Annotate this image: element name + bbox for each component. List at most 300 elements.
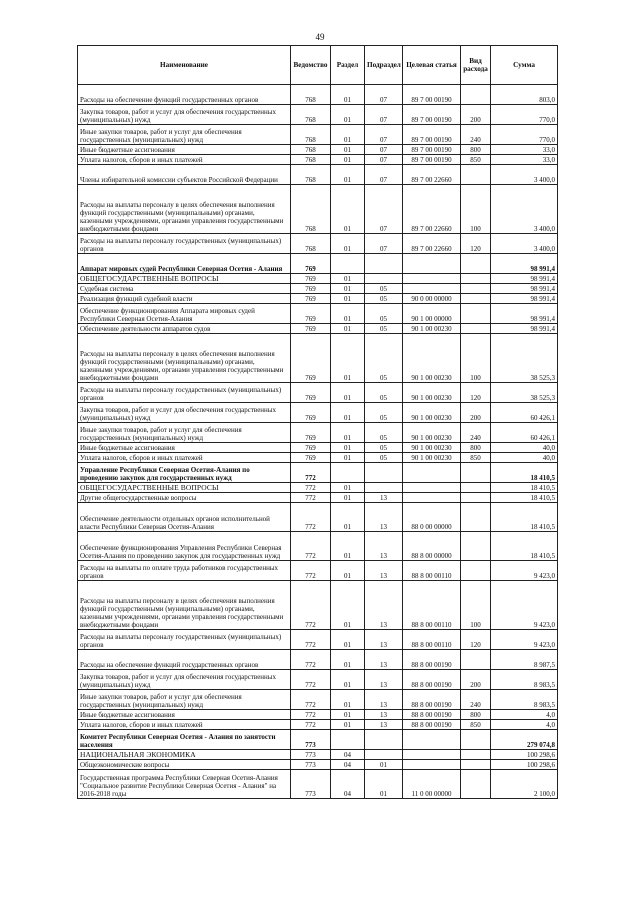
cell-sum: 770,0 [491,125,558,145]
cell-sum: 3 400,0 [491,185,558,234]
cell-expense-type [461,284,491,294]
cell-section: 01 [331,234,365,254]
cell-sum: 3 400,0 [491,165,558,185]
cell-dept: 773 [291,730,331,750]
table-row [78,630,558,650]
cell-expense-type [461,463,491,483]
cell-section: 01 [331,165,365,185]
cell-subsection [365,730,403,750]
cell-sum: 38 525,3 [491,383,558,403]
cell-expense-type [461,493,491,503]
cell-subsection: 05 [365,423,403,443]
cell-sum: 98 991,4 [491,274,558,284]
cell-subsection: 13 [365,710,403,720]
cell-target: 90 1 00 00000 [403,304,461,324]
cell-name: Иные закупки товаров, работ и услуг для обеспечения государственных (муниципальных) нужд [78,690,291,710]
cell-name: Обеспечение функционирования Аппарата мировых судей Республики Северная Осетия-Алания [78,304,291,324]
cell-sum: 4,0 [491,710,558,720]
table-row [78,304,558,324]
cell-name: Иные закупки товаров, работ и услуг для обеспечения государственных (муниципальных) нужд [78,423,291,443]
cell-dept: 769 [291,294,331,304]
cell-section: 01 [331,503,365,532]
cell-section: 01 [331,105,365,125]
table-row [78,165,558,185]
cell-subsection: 07 [365,155,403,165]
cell-subsection: 07 [365,234,403,254]
table-row [78,423,558,443]
cell-section: 01 [331,561,365,581]
cell-expense-type: 850 [461,155,491,165]
cell-sum: 100 298,6 [491,760,558,770]
cell-dept: 769 [291,334,331,383]
cell-sum: 38 525,3 [491,334,558,383]
cell-name: Аппарат мировых судей Республики Северная Осетия - Алания [78,254,291,274]
cell-subsection: 07 [365,105,403,125]
cell-target: 88 8 00 00190 [403,720,461,730]
table-row [78,383,558,403]
cell-name: Судебная система [78,284,291,294]
header-dept: Ведомство [291,46,331,85]
cell-section: 01 [331,125,365,145]
cell-expense-type: 200 [461,670,491,690]
cell-expense-type [461,274,491,284]
cell-sum: 4,0 [491,720,558,730]
cell-sum: 98 991,4 [491,324,558,334]
table-row [78,155,558,165]
table-row [78,561,558,581]
cell-name: Управление Республики Северная Осетия-Алания по проведению закупок для государственных нужд [78,463,291,483]
table-row [78,690,558,710]
table-row [78,334,558,383]
cell-dept: 772 [291,503,331,532]
header-name: Наименование [78,46,291,85]
cell-sum: 98 991,4 [491,254,558,274]
cell-subsection: 05 [365,284,403,294]
cell-target: 90 1 00 00230 [403,443,461,453]
cell-subsection: 05 [365,403,403,423]
cell-subsection: 07 [365,145,403,155]
table-row [78,710,558,720]
cell-expense-type: 200 [461,403,491,423]
table-row [78,125,558,145]
cell-sum: 9 423,0 [491,630,558,650]
cell-dept: 769 [291,324,331,334]
cell-target: 90 1 00 00230 [403,383,461,403]
cell-dept: 769 [291,423,331,443]
cell-name: Иные бюджетные ассигнования [78,145,291,155]
cell-expense-type [461,760,491,770]
cell-expense-type [461,483,491,493]
cell-sum: 98 991,4 [491,294,558,304]
cell-dept: 772 [291,710,331,720]
cell-dept: 772 [291,670,331,690]
cell-sum: 33,0 [491,155,558,165]
cell-name: Другие общегосударственные вопросы [78,493,291,503]
table-row [78,294,558,304]
cell-expense-type: 100 [461,185,491,234]
cell-sum: 100 298,6 [491,750,558,760]
cell-dept: 772 [291,463,331,483]
cell-sum: 60 426,1 [491,403,558,423]
cell-dept: 772 [291,561,331,581]
cell-expense-type [461,650,491,670]
cell-dept: 768 [291,234,331,254]
table-row [78,483,558,493]
cell-expense-type [461,730,491,750]
cell-section: 01 [331,423,365,443]
cell-subsection [365,483,403,493]
cell-target: 88 8 00 00110 [403,630,461,650]
cell-sum: 98 991,4 [491,284,558,294]
cell-expense-type [461,324,491,334]
cell-sum: 18 410,5 [491,503,558,532]
cell-name: Закупка товаров, работ и услуг для обеспечения государственных (муниципальных) нужд [78,403,291,423]
cell-dept: 768 [291,185,331,234]
cell-name: Государственная программа Республики Северная Осетия-Алания "Социальное развитие Республики Северная Осетия - Алания" на 2016-2018 годы [78,770,291,799]
cell-expense-type [461,561,491,581]
cell-section [331,463,365,483]
cell-name: ОБЩЕГОСУДАРСТВЕННЫЕ ВОПРОСЫ [78,274,291,284]
cell-expense-type: 850 [461,453,491,463]
cell-target: 88 8 00 00190 [403,690,461,710]
cell-expense-type [461,532,491,561]
cell-dept: 768 [291,125,331,145]
cell-name: Расходы на обеспечение функций государственных органов [78,650,291,670]
cell-target: 88 8 00 00190 [403,710,461,720]
header-section: Раздел [331,46,365,85]
cell-target: 90 1 00 00230 [403,334,461,383]
table-row [78,730,558,750]
cell-target: 89 7 00 22660 [403,165,461,185]
cell-subsection: 07 [365,85,403,105]
cell-dept: 769 [291,274,331,284]
cell-subsection: 13 [365,630,403,650]
cell-expense-type [461,165,491,185]
table-row [78,443,558,453]
cell-expense-type [461,85,491,105]
table-row [78,650,558,670]
cell-expense-type: 100 [461,581,491,630]
cell-name: Реализация функций судебной власти [78,294,291,304]
cell-name: Расходы на обеспечение функций государственных органов [78,85,291,105]
cell-expense-type: 800 [461,145,491,155]
cell-name: Расходы на выплаты по оплате труда работников государственных органов [78,561,291,581]
cell-section: 01 [331,274,365,284]
cell-name: Расходы на выплаты персоналу государственных (муниципальных) органов [78,630,291,650]
cell-name: Расходы на выплаты персоналу государственных (муниципальных) органов [78,234,291,254]
cell-name: Члены избирательной комиссии субъектов Российской Федерации [78,165,291,185]
cell-expense-type: 120 [461,630,491,650]
cell-target: 89 7 00 22660 [403,234,461,254]
cell-subsection: 13 [365,650,403,670]
cell-expense-type: 850 [461,720,491,730]
cell-name: Обеспечение функционирования Управления Республики Северная Осетия-Алания по проведению закупок для государственных нужд [78,532,291,561]
cell-dept: 772 [291,483,331,493]
cell-target: 90 0 00 00000 [403,294,461,304]
cell-subsection: 01 [365,770,403,799]
cell-name: ОБЩЕГОСУДАРСТВЕННЫЕ ВОПРОСЫ [78,483,291,493]
table-row [78,720,558,730]
cell-dept: 772 [291,690,331,710]
cell-sum: 33,0 [491,145,558,155]
cell-name: Уплата налогов, сборов и иных платежей [78,453,291,463]
cell-expense-type: 100 [461,334,491,383]
cell-target: 88 8 00 00110 [403,561,461,581]
cell-target [403,254,461,274]
cell-section: 01 [331,650,365,670]
cell-sum: 40,0 [491,453,558,463]
cell-target [403,483,461,493]
cell-dept: 769 [291,403,331,423]
cell-expense-type [461,254,491,274]
header-target: Целевая статья [403,46,461,85]
table-row [78,274,558,284]
cell-section: 01 [331,304,365,324]
header-subsection: Подраздел [365,46,403,85]
budget-table [77,45,558,799]
cell-subsection: 13 [365,561,403,581]
cell-dept: 773 [291,750,331,760]
cell-dept: 772 [291,650,331,670]
cell-name: Уплата налогов, сборов и иных платежей [78,155,291,165]
cell-sum: 18 410,5 [491,483,558,493]
cell-dept: 769 [291,304,331,324]
cell-sum: 18 410,5 [491,463,558,483]
cell-name: Иные закупки товаров, работ и услуг для обеспечения государственных (муниципальных) нужд [78,125,291,145]
cell-dept: 772 [291,630,331,650]
cell-dept: 773 [291,760,331,770]
cell-expense-type: 240 [461,690,491,710]
table-row [78,750,558,760]
cell-expense-type: 800 [461,710,491,720]
cell-expense-type: 120 [461,234,491,254]
table-row [78,503,558,532]
cell-name: Иные бюджетные ассигнования [78,710,291,720]
table-row [78,670,558,690]
cell-target [403,274,461,284]
cell-name: Закупка товаров, работ и услуг для обеспечения государственных (муниципальных) нужд [78,105,291,125]
cell-sum: 2 100,0 [491,770,558,799]
cell-dept: 772 [291,532,331,561]
table-row [78,234,558,254]
cell-section: 01 [331,670,365,690]
cell-expense-type: 800 [461,443,491,453]
cell-name: Обеспечение деятельности отдельных органов исполнительной власти Республики Северная Осетия-Алания [78,503,291,532]
cell-name: Комитет Республики Северная Осетия - Алания по занятости населения [78,730,291,750]
cell-subsection: 05 [365,453,403,463]
cell-expense-type [461,294,491,304]
cell-sum: 803,0 [491,85,558,105]
cell-subsection: 13 [365,581,403,630]
cell-section: 01 [331,294,365,304]
cell-name: НАЦИОНАЛЬНАЯ ЭКОНОМИКА [78,750,291,760]
cell-sum: 8 983,5 [491,690,558,710]
cell-section: 01 [331,155,365,165]
cell-target: 89 7 00 00190 [403,85,461,105]
cell-target [403,760,461,770]
cell-subsection: 05 [365,443,403,453]
header-expense-type: Вид расхода [461,46,491,85]
cell-subsection: 13 [365,493,403,503]
cell-sum: 9 423,0 [491,581,558,630]
cell-target: 88 8 00 00000 [403,532,461,561]
cell-dept: 772 [291,493,331,503]
cell-name: Закупка товаров, работ и услуг для обеспечения государственных (муниципальных) нужд [78,670,291,690]
cell-name: Обеспечение деятельности аппаратов судов [78,324,291,334]
cell-target: 89 7 00 00190 [403,145,461,155]
cell-target: 89 7 00 00190 [403,105,461,125]
cell-target [403,750,461,760]
cell-expense-type [461,503,491,532]
cell-sum: 770,0 [491,105,558,125]
cell-section: 01 [331,532,365,561]
cell-subsection: 05 [365,334,403,383]
cell-subsection: 13 [365,670,403,690]
table-row [78,254,558,274]
cell-subsection: 01 [365,760,403,770]
table-row [78,403,558,423]
cell-section: 01 [331,690,365,710]
header-sum: Сумма [491,46,558,85]
cell-expense-type [461,770,491,799]
cell-section: 01 [331,630,365,650]
cell-name: Расходы на выплаты персоналу в целях обеспечения выполнения функций государственными (муниципальными) органами, казенными учреждениями, органами управления государственными внебюджетными фондами [78,334,291,383]
cell-section: 01 [331,185,365,234]
cell-name: Уплата налогов, сборов и иных платежей [78,720,291,730]
cell-section: 01 [331,403,365,423]
cell-dept: 768 [291,155,331,165]
cell-dept: 768 [291,165,331,185]
table-row [78,145,558,155]
cell-subsection [365,750,403,760]
cell-subsection [365,463,403,483]
table-row [78,105,558,125]
cell-subsection: 13 [365,532,403,561]
cell-subsection: 07 [365,125,403,145]
table-row [78,760,558,770]
cell-subsection: 05 [365,294,403,304]
cell-dept: 769 [291,443,331,453]
cell-sum: 60 426,1 [491,423,558,443]
table-row [78,532,558,561]
cell-section: 01 [331,581,365,630]
cell-section: 01 [331,85,365,105]
cell-dept: 768 [291,105,331,125]
cell-section: 01 [331,710,365,720]
cell-dept: 772 [291,720,331,730]
cell-sum: 40,0 [491,443,558,453]
cell-sum: 279 074,8 [491,730,558,750]
cell-sum: 9 423,0 [491,561,558,581]
table-row [78,453,558,463]
cell-section: 01 [331,324,365,334]
cell-section: 01 [331,334,365,383]
cell-target [403,463,461,483]
cell-dept: 769 [291,383,331,403]
cell-target: 90 1 00 00230 [403,453,461,463]
cell-target: 89 7 00 00190 [403,155,461,165]
cell-section: 04 [331,760,365,770]
cell-target [403,730,461,750]
cell-dept: 768 [291,145,331,155]
table-header-row [78,46,558,85]
cell-target: 88 0 00 00000 [403,503,461,532]
table-row [78,284,558,294]
cell-target: 88 8 00 00110 [403,581,461,630]
cell-dept: 769 [291,453,331,463]
cell-expense-type: 200 [461,105,491,125]
cell-section [331,730,365,750]
cell-section: 01 [331,483,365,493]
cell-subsection: 07 [365,185,403,234]
table-row [78,85,558,105]
cell-sum: 3 400,0 [491,234,558,254]
cell-name: Расходы на выплаты персоналу в целях обеспечения выполнения функций государственными (муниципальными) органами, казенными учреждениями, органами управления государственными внебюджетными фондами [78,581,291,630]
cell-target: 90 1 00 00230 [403,403,461,423]
cell-target [403,284,461,294]
cell-subsection [365,254,403,274]
cell-target: 88 8 00 00190 [403,650,461,670]
table-row [78,770,558,799]
cell-subsection: 13 [365,503,403,532]
cell-subsection: 13 [365,720,403,730]
table-row [78,463,558,483]
cell-section: 01 [331,443,365,453]
cell-target: 90 1 00 00230 [403,324,461,334]
cell-section [331,254,365,274]
cell-subsection: 05 [365,324,403,334]
cell-expense-type [461,750,491,760]
cell-section: 01 [331,453,365,463]
cell-target [403,493,461,503]
cell-expense-type: 240 [461,423,491,443]
cell-name: Расходы на выплаты персоналу в целях обеспечения выполнения функций государственными (муниципальными) органами, казенными учреждениями, органами управления государственными внебюджетными фондами [78,185,291,234]
cell-target: 89 7 00 22660 [403,185,461,234]
cell-section: 01 [331,284,365,294]
cell-dept: 768 [291,85,331,105]
cell-target: 89 7 00 00190 [403,125,461,145]
cell-section: 04 [331,770,365,799]
cell-sum: 18 410,5 [491,532,558,561]
cell-subsection [365,274,403,284]
cell-sum: 8 987,5 [491,650,558,670]
cell-expense-type: 240 [461,125,491,145]
cell-target: 90 1 00 00230 [403,423,461,443]
cell-section: 01 [331,720,365,730]
cell-name: Расходы на выплаты персоналу государственных (муниципальных) органов [78,383,291,403]
cell-section: 01 [331,493,365,503]
cell-section: 01 [331,145,365,155]
table-row [78,185,558,234]
cell-expense-type [461,304,491,324]
cell-name: Иные бюджетные ассигнования [78,443,291,453]
cell-dept: 769 [291,254,331,274]
cell-section: 01 [331,383,365,403]
cell-subsection: 07 [365,165,403,185]
cell-subsection: 05 [365,304,403,324]
cell-dept: 773 [291,770,331,799]
cell-target: 11 0 00 00000 [403,770,461,799]
cell-sum: 18 410,5 [491,493,558,503]
table-row [78,581,558,630]
cell-expense-type: 120 [461,383,491,403]
cell-dept: 769 [291,284,331,294]
cell-sum: 98 991,4 [491,304,558,324]
cell-subsection: 13 [365,690,403,710]
cell-sum: 8 983,5 [491,670,558,690]
table-row [78,324,558,334]
cell-dept: 772 [291,581,331,630]
